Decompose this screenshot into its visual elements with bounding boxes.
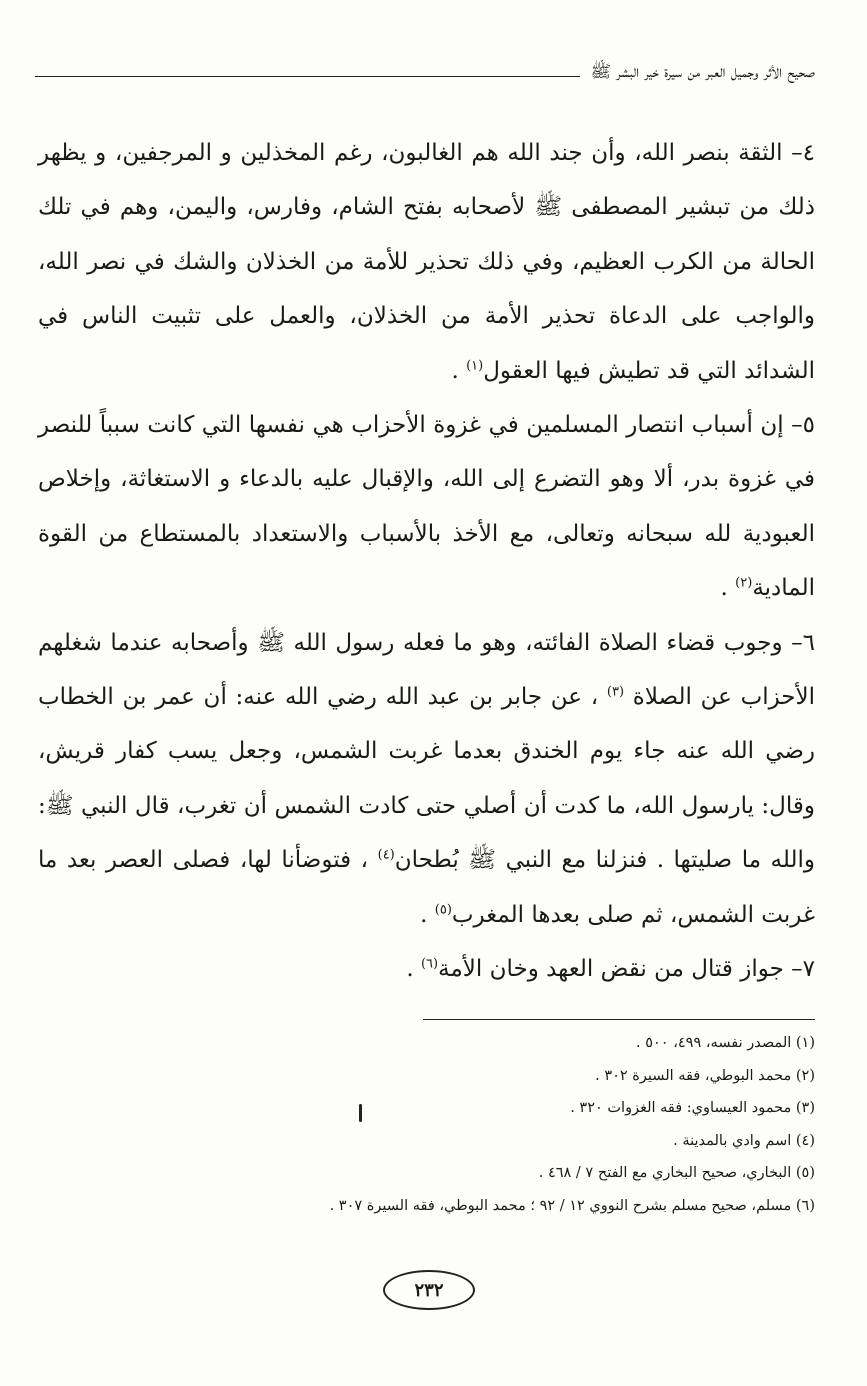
item-text-continued: ، عن جابر بن عبد الله رضي الله عنه: أن عمر بن الخطاب رضي الله عنه جاء يوم الخندق بعدما غربت الشمس، وجعل يسب كفار قريش، وقال: يارسول الله، ما كدت أن أصلي حتى كادت الشمس أن تغرب، قال النبي ﷺ: والله ما صليتها . فنزلنا مع النبي ﷺ بُطحان [38, 684, 815, 874]
footnote-5: (٥) البخاري، صحيح البخاري مع الفتح ٧ / ٤٦٨ . [538, 1165, 815, 1182]
footnote-separator [423, 1019, 815, 1020]
item-text-continued: ، فتوضأنا لها، فصلى العصر بعد ما غربت الشمس، ثم صلى بعدها المغرب [38, 847, 815, 928]
item-text: ٦– وجوب قضاء الصلاة الفائته، وهو ما فعله رسول الله ﷺ وأصحابه عندما شغلهم الأحزاب عن الصلاة [38, 629, 816, 711]
footnote-ref: (٣) [606, 684, 625, 700]
footnote-ref: (٥) [434, 902, 452, 918]
main-text [38, 126, 815, 997]
footnote-ref: (٤) [377, 847, 395, 863]
footnote-2: (٢) محمد البوطي، فقه السيرة ٣٠٢ . [595, 1067, 815, 1084]
item-text: ٧– جواز قتال من نقض العهد وخان الأمة [438, 956, 815, 983]
running-header [35, 56, 815, 90]
footnote-ref: (٦) [420, 956, 439, 972]
item-end: . [720, 575, 736, 602]
item-end: . [406, 956, 421, 983]
header-title: صحيح الأثر وجميل العبر من سيرة خير البشر ﷺ [590, 61, 815, 82]
footnote-4: (٤) اسم وادي بالمدينة . [673, 1132, 815, 1149]
list-item-6 [38, 616, 815, 942]
item-end: . [451, 357, 467, 384]
footnote-6: (٦) مسلم، صحيح مسلم بشرح النووي ١٢ / ٩٢ ؛ محمد البوطي، فقه السيرة ٣٠٧ . [329, 1197, 815, 1214]
list-item-7 [38, 942, 815, 996]
item-end: . [420, 901, 435, 928]
footnote-ref: (١) [466, 357, 484, 373]
page-number: ٢٣٢ [383, 1270, 475, 1310]
footnote-3: (٣) محمود العيساوي: فقه الغزوات ٣٢٠ . [570, 1100, 815, 1117]
footnote-ref: (٢) [735, 575, 753, 591]
footnotes [40, 1027, 815, 1223]
footnote-1: (١) المصدر نفسه، ٤٩٩، ٥٠٠ . [636, 1035, 815, 1051]
item-text: ٤– الثقة بنصر الله، وأن جند الله هم الغالبون، رغم المخذلين و المرجفين، و يظهر ذلك من تبشير المصطفى ﷺ لأصحابه بفتح الشام، وفارس، واليمن، وهم في تلك الحالة من الكرب العظيم، وفي ذلك تحذير للأمة من الخذلان والشك في نصر الله، والواجب على الدعاة تحذير الأمة من الخذلان، والعمل على تثبيت الناس في الشدائد التي قد تطيش فيها العقول [38, 140, 815, 384]
item-text: ٥– إن أسباب انتصار المسلمين في غزوة الأحزاب هي نفسها التي كانت سبباً للنصر في غزوة بدر، ألا وهو التضرع إلى الله، والإقبال عليه بالدعاء و الاستغاثة، وإخلاص العبودية لله سبحانه وتعالى، مع الأخذ بالأسباب والاستعداد بالمستطاع من القوة المادية [38, 412, 815, 602]
scan-mark [359, 1104, 362, 1122]
list-item-4 [38, 126, 815, 398]
header-rule [35, 76, 580, 77]
list-item-5 [38, 398, 815, 616]
